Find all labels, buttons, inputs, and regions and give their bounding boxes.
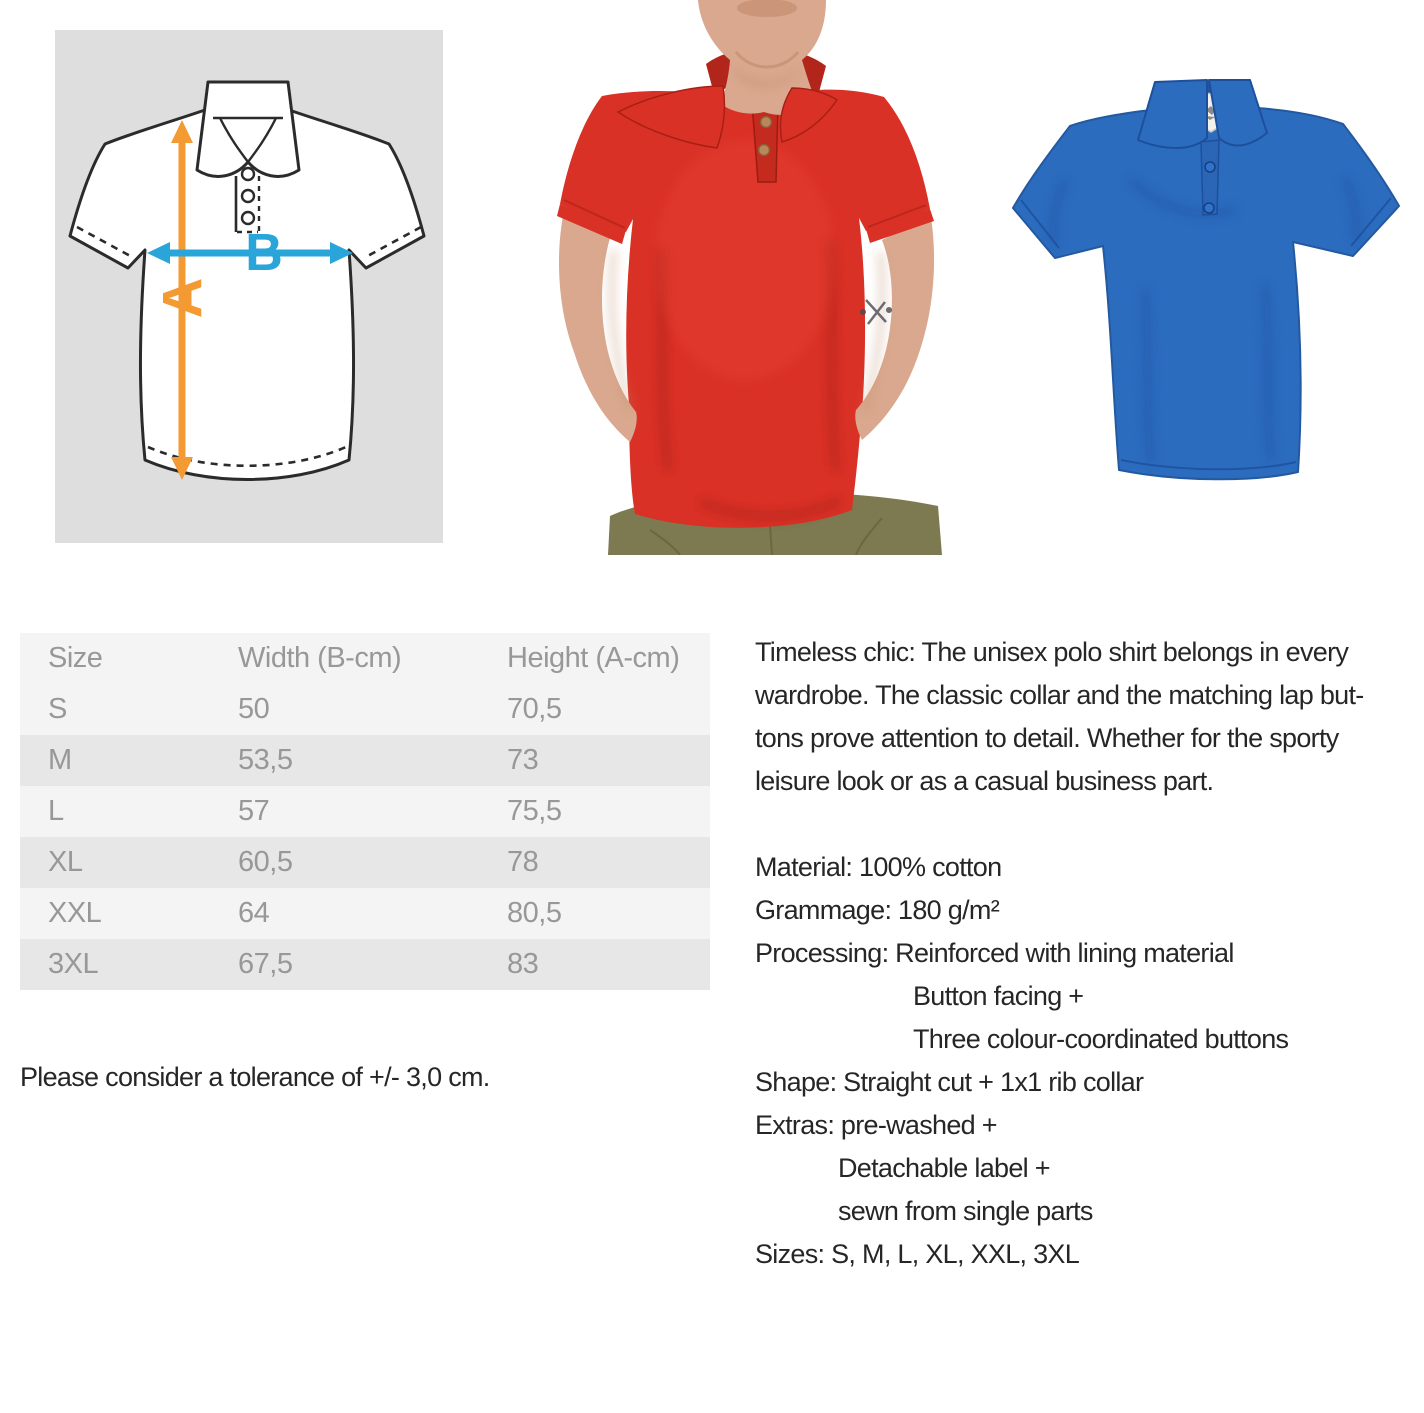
size-cell: XXL (48, 897, 102, 929)
table-row (20, 684, 710, 735)
height-cell: 80,5 (507, 897, 562, 929)
red-polo-button (761, 117, 772, 128)
blue-polo-photo (995, 60, 1415, 520)
placket-button (242, 212, 254, 224)
blue-polo-button (1204, 203, 1214, 213)
table-row (20, 888, 710, 939)
width-cell: 60,5 (238, 846, 293, 878)
height-cell: 73 (507, 744, 539, 776)
blue-polo-button (1205, 162, 1215, 172)
spec-material: Material: 100% cotton (755, 852, 1002, 882)
spec-shape: Shape: Straight cut + 1x1 rib collar (755, 1067, 1144, 1097)
table-header-row (20, 633, 710, 684)
shirt-highlight (655, 140, 835, 380)
description-intro-line: tons prove attention to detail. Whether for the sporty (755, 723, 1339, 753)
spec-grammage: Grammage: 180 g/m² (755, 895, 999, 925)
width-cell: 57 (238, 795, 270, 827)
tolerance-note: Please consider a tolerance of +/- 3,0 cm. (20, 1062, 490, 1092)
col-header-width: Width (B-cm) (238, 642, 402, 674)
measure-label-b: B (245, 224, 283, 282)
table-row (20, 837, 710, 888)
red-polo-button (759, 145, 770, 156)
diagram-collar (197, 82, 299, 176)
height-cell: 70,5 (507, 693, 562, 725)
blue-collar-right-flap (1209, 80, 1267, 145)
height-cell: 75,5 (507, 795, 562, 827)
description-intro-line: leisure look or as a casual business part. (755, 766, 1214, 796)
placket-button (242, 190, 254, 202)
measurement-diagram (55, 30, 443, 543)
red-polo-photo (530, 0, 960, 555)
description-gap (755, 803, 1364, 846)
spec-sizes: Sizes: S, M, L, XL, XXL, 3XL (755, 1239, 1080, 1269)
forearm-tattoo (861, 300, 891, 324)
table-row (20, 939, 710, 990)
description-intro-line: wardrobe. The classic collar and the matching lap but- (755, 680, 1364, 710)
width-cell: 53,5 (238, 744, 293, 776)
size-cell: XL (48, 846, 83, 878)
col-header-height: Height (A-cm) (507, 642, 680, 674)
blue-shirt-fold (1265, 285, 1271, 460)
width-cell: 64 (238, 897, 270, 929)
width-cell: 67,5 (238, 948, 293, 980)
size-cell: L (48, 795, 64, 827)
height-cell: 78 (507, 846, 539, 878)
height-cell: 83 (507, 948, 539, 980)
spec-detachable-label: Detachable label + (838, 1153, 1050, 1183)
measure-label-a: A (150, 277, 214, 319)
table-row (20, 786, 710, 837)
spec-buttons: Three colour-coordinated buttons (913, 1024, 1289, 1054)
blue-polo-svg (995, 60, 1415, 520)
size-cell: M (48, 744, 72, 776)
measurement-diagram-svg (55, 30, 443, 543)
size-table (20, 633, 710, 990)
description-intro-line: Timeless chic: The unisex polo shirt belongs in every (755, 637, 1349, 667)
table-row (20, 735, 710, 786)
left-arm (559, 210, 637, 442)
spec-button-facing: Button facing + (913, 981, 1084, 1011)
placket-button (242, 168, 254, 180)
width-cell: 50 (238, 693, 270, 725)
spec-sewn: sewn from single parts (838, 1196, 1093, 1226)
red-polo-svg (530, 0, 960, 555)
spec-processing: Processing: Reinforced with lining material (755, 938, 1234, 968)
blue-collar-left-flap (1138, 80, 1207, 148)
size-cell: S (48, 693, 67, 725)
col-header-size: Size (48, 642, 103, 674)
spec-extras: Extras: pre-washed + (755, 1110, 997, 1140)
product-description (755, 631, 1364, 1276)
size-cell: 3XL (48, 948, 99, 980)
